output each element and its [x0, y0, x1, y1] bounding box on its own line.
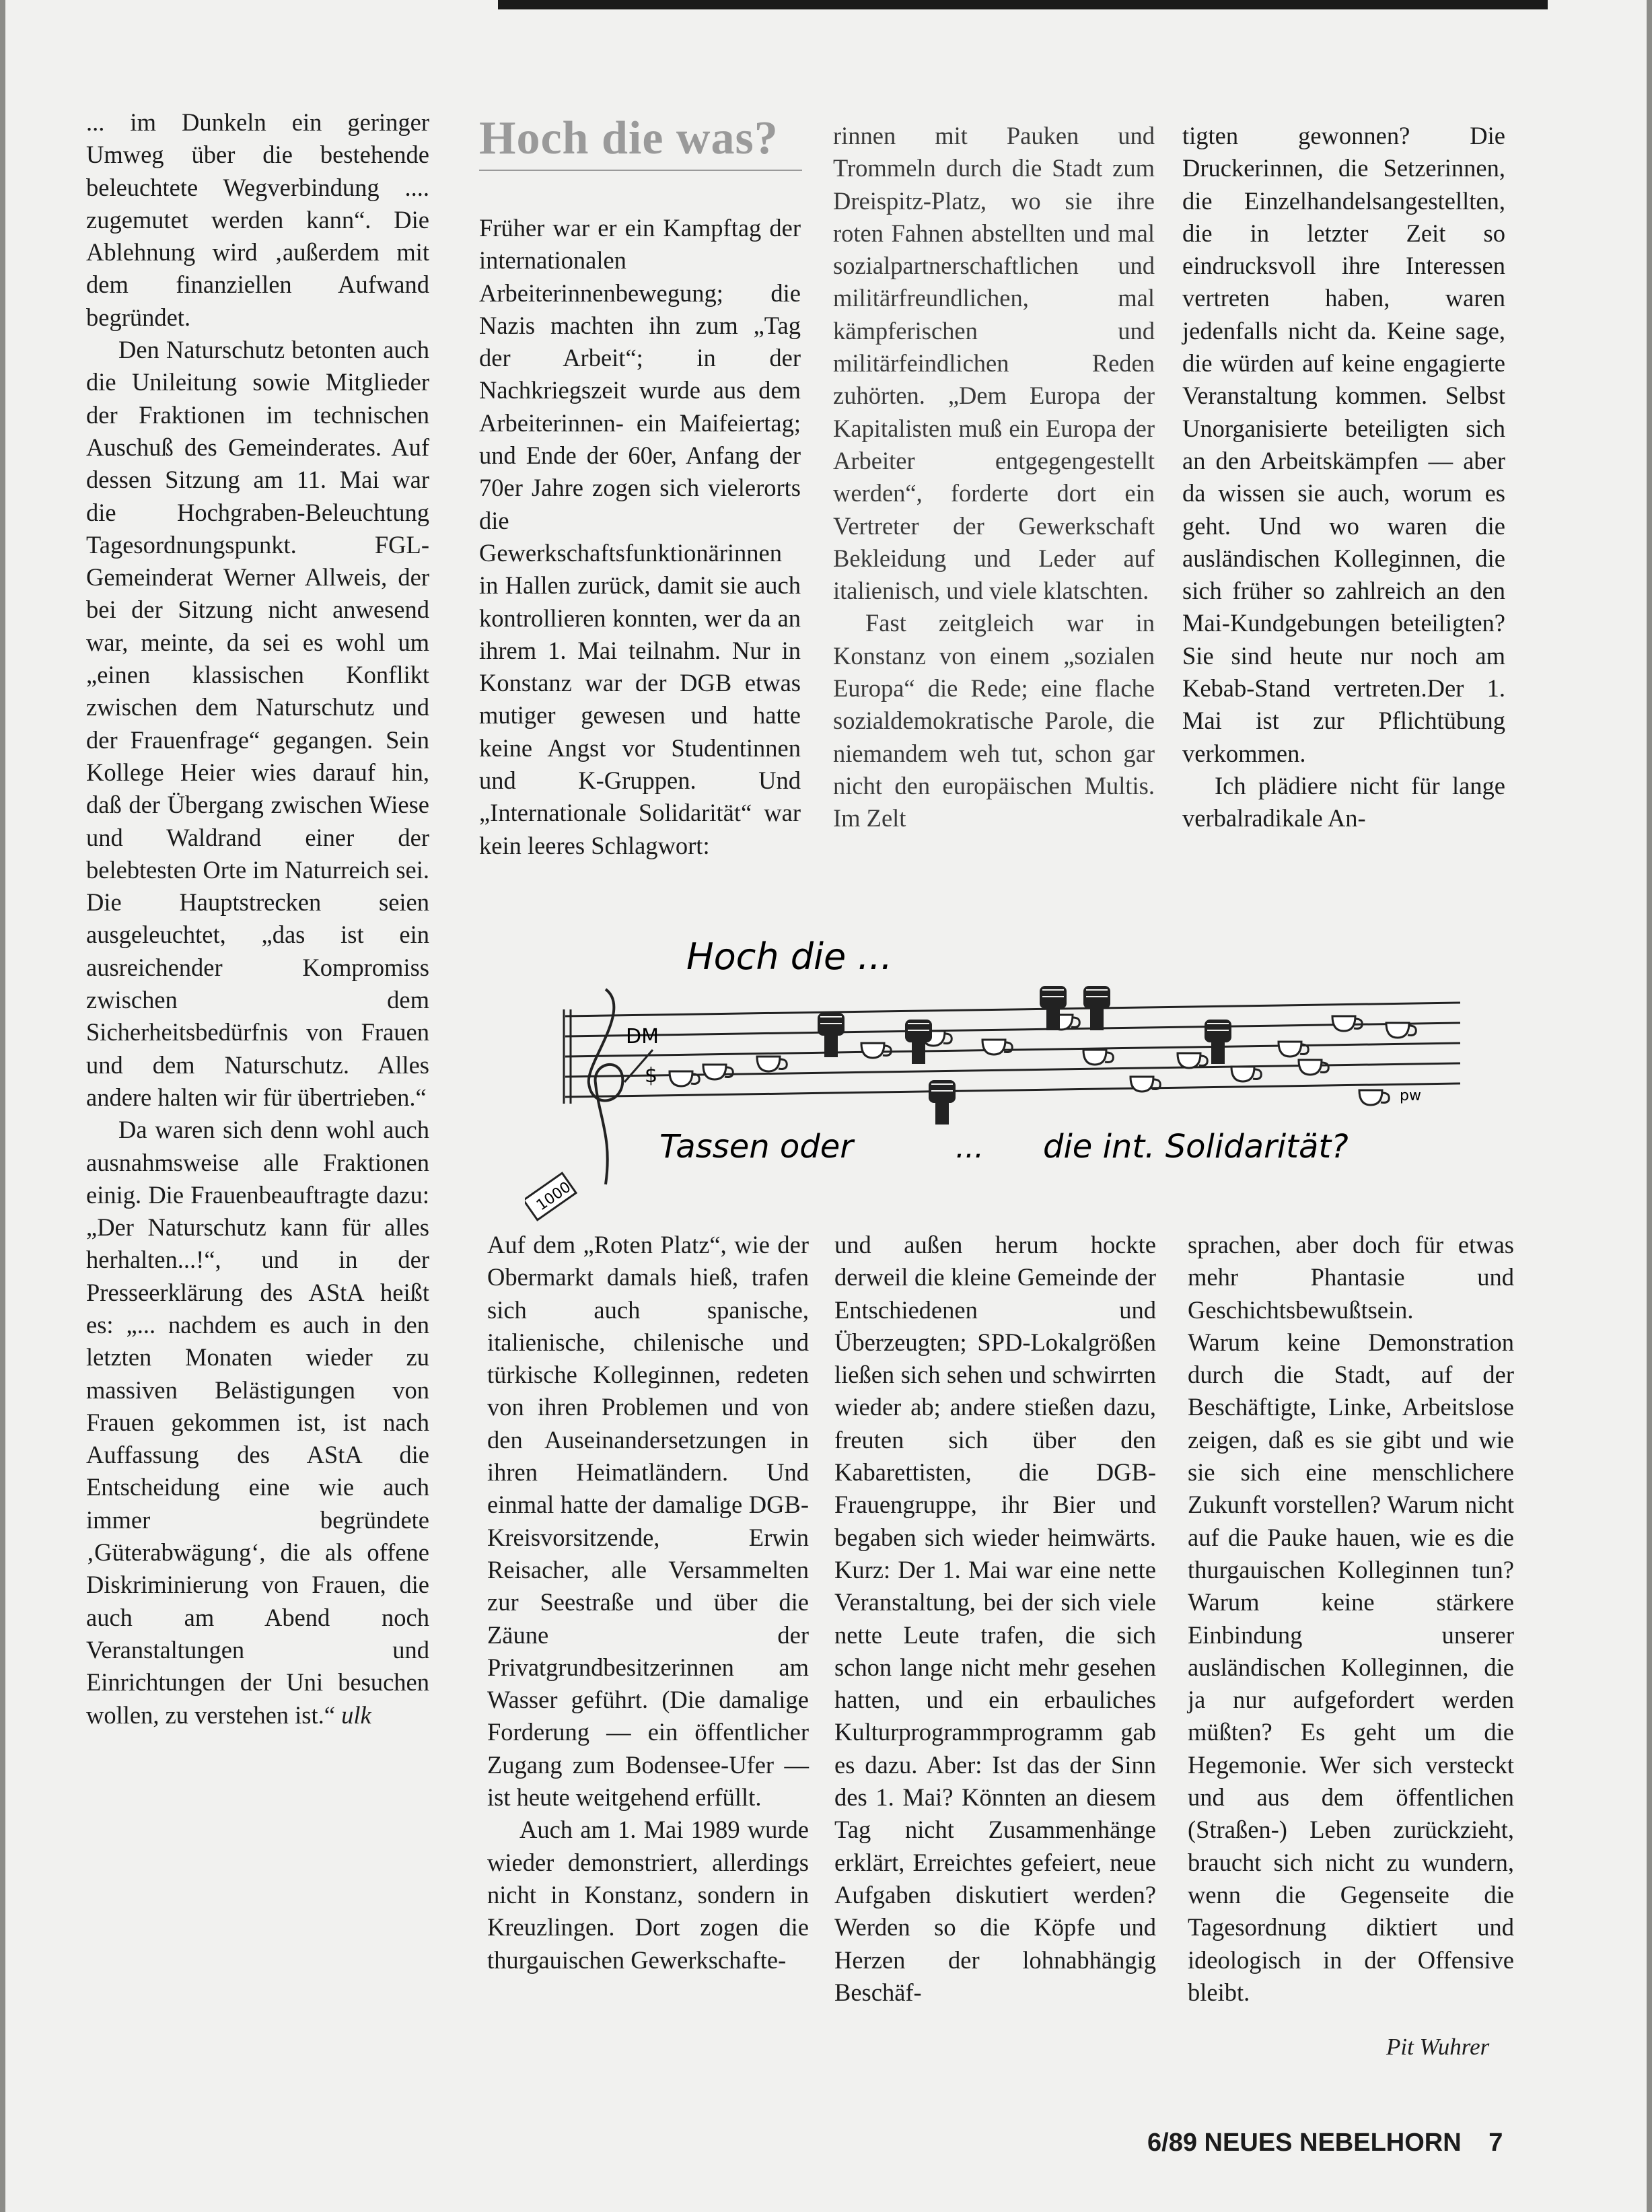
paragraph	[86, 1114, 429, 1732]
coffee-cup-icon	[670, 1071, 699, 1086]
magazine-name: NEUES NEBELHORN	[1204, 2129, 1462, 2157]
caption-bottom-right: die int. Solidarität?	[1043, 1128, 1349, 1166]
right-page-edge	[1647, 0, 1652, 2212]
article-column-4-top	[1182, 120, 1505, 835]
paragraph: Früher war er ein Kampftag der internationalen Arbeiterinnenbewegung; die Nazis machten ihn zum „Tag der Arbeit“; in der Nachkriegszeit wurde aus dem Arbeiterinnen- ein Maifeiertag; und Ende der 60er, Anfang der 70er Jahre zogen sich vielerorts die Gewerkschaftsfunktionärinnen in Hallen zurück, damit sie auch kontrollieren konnten, wer da an ihrem 1. Mai teilnahm. Nur in Konstanz war der DGB etwas mutiger gewesen und hatte keine Angst vor Studentinnen und K-Gruppen. Und „Internationale Solidarität“ war kein leeres Schlagwort:	[479, 214, 801, 859]
article-column-2-bottom	[487, 1229, 809, 1976]
page-footer	[1147, 2129, 1503, 2157]
coffee-cup-icon	[1083, 1050, 1113, 1065]
raised-fist-icon	[905, 1020, 932, 1064]
raised-fist-icon	[1205, 1020, 1231, 1064]
coffee-cup-icon	[1279, 1042, 1308, 1057]
paragraph: sprachen, aber doch für etwas mehr Phantasie und Geschichtsbewußtsein.	[1188, 1231, 1514, 1324]
paragraph: tigten gewonnen? Die Druckerinnen, die Setzerinnen, die Einzelhandelsangestellten, die in letzter Zeit so eindrucksvoll ihre Interessen vertreten haben, waren jedenfalls nicht da. Keine sage, die würden auf keine engagierte Veranstaltung kommen. Selbst Unorganisierte beteiligten sich an den Arbeitskämpfen — aber da wissen sie auch, worum es geht. Und wo waren die ausländischen Kolleginnen, die sich früher so zahlreich an den Mai-Kundgebungen beteiligten? Sie sind heute nur noch am Kebab-Stand vertreten.Der 1. Mai ist zur Pflichtübung verkommen.	[1182, 122, 1505, 767]
article-column-3-bottom	[834, 1229, 1156, 2009]
coffee-cup-icon	[1130, 1077, 1160, 1092]
price-tag-text: 1000	[533, 1178, 575, 1215]
paragraph: Warum keine Demonstration durch die Stadt, auf der Beschäftigte, Linke, Arbeitslose zeigen, daß es sie gibt und wie sie sich eine menschlichere Zukunft vorstellen? Warum nicht auf die Pauke hauen, wie es die thurgauischen Kolleginnen tun? Warum keine stärkere Einbindung unserer ausländischen Kolleginnen, die ja nur aufgefordert werden müßten? Es geht um die Hegemonie. Wer sich versteckt und aus dem öffentlichen (Straßen-) Leben zurückzieht, braucht sich nicht zu wundern, wenn die Gegenseite die Tagesordnung diktiert und ideologisch in der Offensive bleibt.	[1188, 1328, 1514, 2006]
caption-top: Hoch die ...	[686, 935, 892, 978]
paragraph: Auf dem „Roten Platz“, wie der Obermarkt damals hieß, trafen sich auch spanische, italienische, chilenische und türkische Kolleginnen, redeten von ihren Problemen und von den Auseinandersetzungen in ihren Heimatländern. Und einmal hatte der damalige DGB-Kreisvorsitzende, Erwin Reisacher, alle Versammelten zur Seestraße und über die Zäune der Privatgrundbesitzerinnen am Wasser geführt. (Die damalige Forderung — ein öffentlicher Zugang zum Bodensee-Ufer — ist heute weitgehend erfüllt.	[487, 1231, 809, 1812]
top-edge-band	[498, 0, 1548, 9]
coffee-cup-icon	[861, 1043, 891, 1058]
music-staff-cartoon	[525, 915, 1467, 1225]
coffee-cup-icon	[757, 1057, 787, 1071]
article-column-4-bottom	[1188, 1229, 1514, 2009]
clef-text-dm: DM	[626, 1025, 659, 1048]
paragraph: ... im Dunkeln ein geringer Umweg über die bestehende beleuchtete Wegverbindung .... zugemutet werden kann“. Die Ablehnung wird ‚außerdem mit dem finanziellen Aufwand begründet.	[86, 108, 429, 331]
coffee-cup-icon	[703, 1065, 733, 1079]
article-column-3-top	[833, 120, 1155, 835]
coffee-cup-icon	[1299, 1060, 1328, 1075]
coffee-cup-icon	[1359, 1090, 1389, 1105]
coffee-cup-icon	[1386, 1023, 1416, 1038]
coffee-cup-icon	[1231, 1067, 1261, 1081]
caption-bottom-left: Tassen oder	[659, 1128, 854, 1166]
left-page-edge	[0, 0, 5, 2212]
raised-fist-icon	[929, 1080, 956, 1125]
raised-fist-icon	[1083, 986, 1110, 1030]
caption-bottom-mid: ...	[956, 1131, 984, 1165]
raised-fist-icon	[818, 1013, 845, 1057]
coffee-cup-icon	[982, 1040, 1012, 1055]
paragraph: Den Naturschutz betonten auch die Unileitung sowie Mitglieder der Fraktionen im technischen Auschuß des Gemeinderates. Auf dessen Sitzung am 11. Mai war die Hochgraben-Beleuchtung Tagesordnungspunkt. FGL-Gemeinderat Werner Allweis, der bei der Sitzung nicht anwesend war, meinte, da sei es wohl um „einen klassischen Konflikt zwischen dem Naturschutz und der Frauenfrage“ gegangen. Sein Kollege Heier wies darauf hin, daß der Übergang zwischen Wiese und Waldrand einer der belebtesten Orte im Naturreich sei. Die Hauptstrecken seien ausgeleuchtet, „das ist ein ausreichender Kompromiss zwischen dem Sicherheitsbedürfnis von Frauen und dem Naturschutz. Alles andere halten wir für übertrieben.“	[86, 336, 429, 1111]
paragraph: und außen herum hockte derweil die kleine Gemeinde der Entschiedenen und Überzeugten; SPD-Lokalgrößen ließen sich sehen und schwirrten wieder ab; andere stießen dazu, freuten sich über den Kabarettisten, die DGB-Frauengruppe, ihr Bier und begaben sich wieder heimwärts. Kurz: Der 1. Mai war eine nette Veranstaltung, bei der sich viele nette Leute trafen, die sich schon lange nicht mehr gesehen hatten, und ein erbauliches Kulturprogrammprogramm gab es dazu. Aber: Ist das der Sinn des 1. Mai? Könnten an diesem Tag nicht Zusammenhänge erklärt, Erreichtes gefeiert, neue Aufgaben diskutiert werden? Werden so die Köpfe und Herzen der lohnabhängig Beschäf-	[834, 1231, 1156, 2006]
paragraph: Ich plädiere nicht für lange verbalradikale An-	[1182, 771, 1505, 832]
page-number: 7	[1488, 2129, 1503, 2157]
author-signature: Pit Wuhrer	[1386, 2034, 1490, 2060]
clef-text-dollar: $	[645, 1064, 658, 1087]
paragraph: rinnen mit Pauken und Trommeln durch die Stadt zum Dreispitz-Platz, wo sie ihre roten Fahnen abstellten und mal sozialpartnerschaftlichen und militärfreundlichen, mal kämpferischen und militärfeindlichen Reden zuhörten. „Dem Europa der Kapitalisten muß ein Europa der Arbeiter entgegengestellt werden“, forderte dort ein Vertreter der Gewerkschaft Bekleidung und Leder auf italienisch, und viele klatschten.	[833, 122, 1155, 605]
author-initials: ulk	[341, 1701, 371, 1729]
article-column-1	[86, 106, 429, 1732]
paragraph: Auch am 1. Mai 1989 wurde wieder demonstriert, allerdings nicht in Konstanz, sondern in Kreuzlingen. Dort zogen die thurgauischen Gewerkschafte-	[487, 1816, 809, 1974]
paragraph-text: Da waren sich denn wohl auch ausnahmsweise alle Fraktionen einig. Die Frauenbeauftragte dazu: „Der Naturschutz kann für alles herhalten...!“, und in der Presseerklärung des AStA heißt es: „... nachdem es auch in den letzten Monaten wieder zu massiven Belästigungen von Frauen gekommen ist, ist nach Auffassung des AStA die Entscheidung eine wie auch immer begründete ‚Güterabwägung‘, die als offene Diskriminierung von Frauen, die auch am Abend noch Veranstaltungen und Einrichtungen der Uni besuchen wollen, zu verstehen ist.“	[86, 1116, 429, 1729]
treble-clef-icon	[589, 989, 623, 1184]
issue-number: 6/89	[1147, 2129, 1197, 2157]
article-column-2-top	[479, 212, 801, 862]
coffee-cup-icon	[1178, 1053, 1207, 1068]
paragraph: Fast zeitgleich war in Konstanz von einem „sozialen Europa“ die Rede; eine flache sozialdemokratische Parole, die niemandem weh tut, schon gar nicht den europäischen Multis. Im Zelt	[833, 609, 1155, 832]
price-tag	[525, 1173, 576, 1220]
artist-initials: pw	[1400, 1087, 1421, 1104]
headline: Hoch die was?	[479, 112, 802, 171]
staff-lines	[564, 1003, 1460, 1104]
